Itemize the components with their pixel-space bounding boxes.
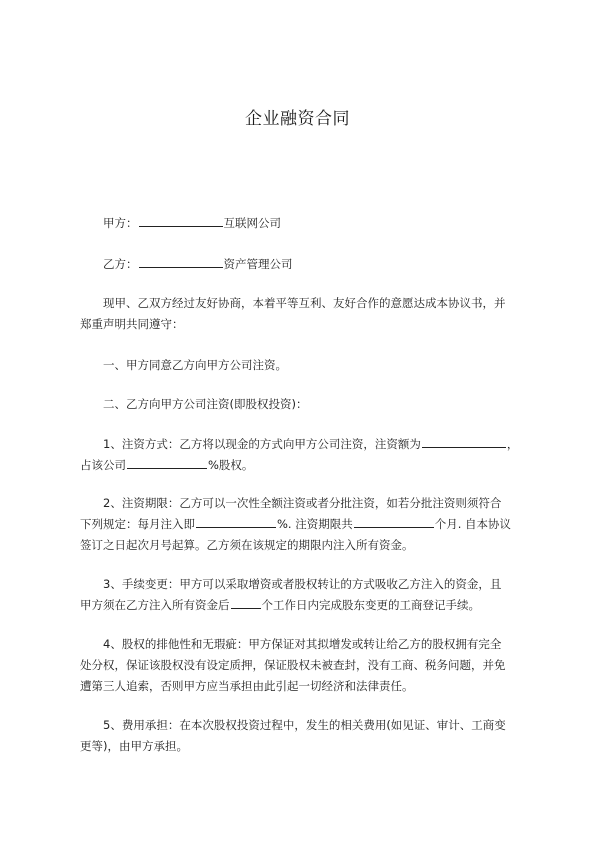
preamble-line-2: 郑重声明共同遵守： [80, 317, 184, 331]
item-1-text-d: %股权。 [208, 458, 254, 472]
item-2-line-3: 签订之日起次月号起算。乙方须在该规定的期限内注入所有资金。 [80, 538, 414, 552]
item-1-text-b: ， [506, 437, 519, 451]
party-b-name: 资产管理公司 [223, 257, 293, 271]
item-1-line-1 [103, 433, 543, 455]
party-b-blank [139, 255, 223, 268]
item-5-line-2: 更等)，由甲方承担。 [80, 739, 188, 753]
item-1-percent-blank [127, 456, 207, 469]
item-2-period-blank [354, 515, 434, 528]
item-3-days-blank [231, 596, 261, 609]
item-3-text-b: 个工作日内完成股东变更的工商登记手续。 [261, 598, 480, 612]
party-a-blank [139, 214, 223, 227]
item-4-line-1: 4、股权的排他性和无瑕疵：甲方保证对其拟增发或转让给乙方的股权拥有完全 [103, 637, 502, 651]
clause-1: 一、甲方同意乙方向甲方公司注资。 [103, 358, 287, 372]
item-2-text-a: 下列规定：每月注入即 [80, 517, 195, 531]
clause-2: 二、乙方向甲方公司注资(即股权投资)： [103, 397, 308, 411]
item-3-line-1: 3、手续变更：甲方可以采取增资或者股权转让的方式吸收乙方注入的资金，且 [103, 577, 502, 591]
party-b-line [103, 253, 543, 275]
party-b-label: 乙方： [103, 257, 138, 271]
item-1-text-a: 1、注资方式：乙方将以现金的方式向甲方公司注资，注资额为 [103, 437, 421, 451]
item-1-line-2 [80, 454, 520, 476]
party-a-name: 互联网公司 [223, 216, 281, 230]
item-2-text-c: 个月. 自本协议 [434, 517, 512, 531]
item-2-monthly-blank [196, 515, 276, 528]
item-2-text-b: %. 注资期限共 [277, 517, 353, 531]
party-a-label: 甲方： [103, 216, 138, 230]
preamble-line-1: 现甲、乙双方经过友好协商，本着平等互利、友好合作的意愿达成本协议书，并 [103, 296, 506, 310]
item-5-line-1: 5、费用承担：在本次股权投资过程中，发生的相关费用(如见证、审计、工商变 [103, 718, 506, 732]
item-3-text-a: 甲方须在乙方注入所有资金后 [80, 598, 230, 612]
document-title: 企业融资合同 [245, 109, 350, 129]
item-2-line-2 [80, 513, 520, 535]
party-a-line [103, 212, 543, 234]
item-2-line-1: 2、注资期限：乙方可以一次性全额注资或者分批注资，如若分批注资则须符合 [103, 496, 502, 510]
item-1-amount-blank [422, 435, 506, 448]
item-4-line-3: 遭第三人追索，否则甲方应当承担由此引起一切经济和法律责任。 [80, 679, 414, 693]
item-1-text-c: 占该公司 [80, 458, 126, 472]
item-4-line-2: 处分权，保证该股权没有设定质押，保证股权未被查封，没有工商、税务问题，并免 [80, 658, 506, 672]
item-3-line-2 [80, 594, 520, 616]
